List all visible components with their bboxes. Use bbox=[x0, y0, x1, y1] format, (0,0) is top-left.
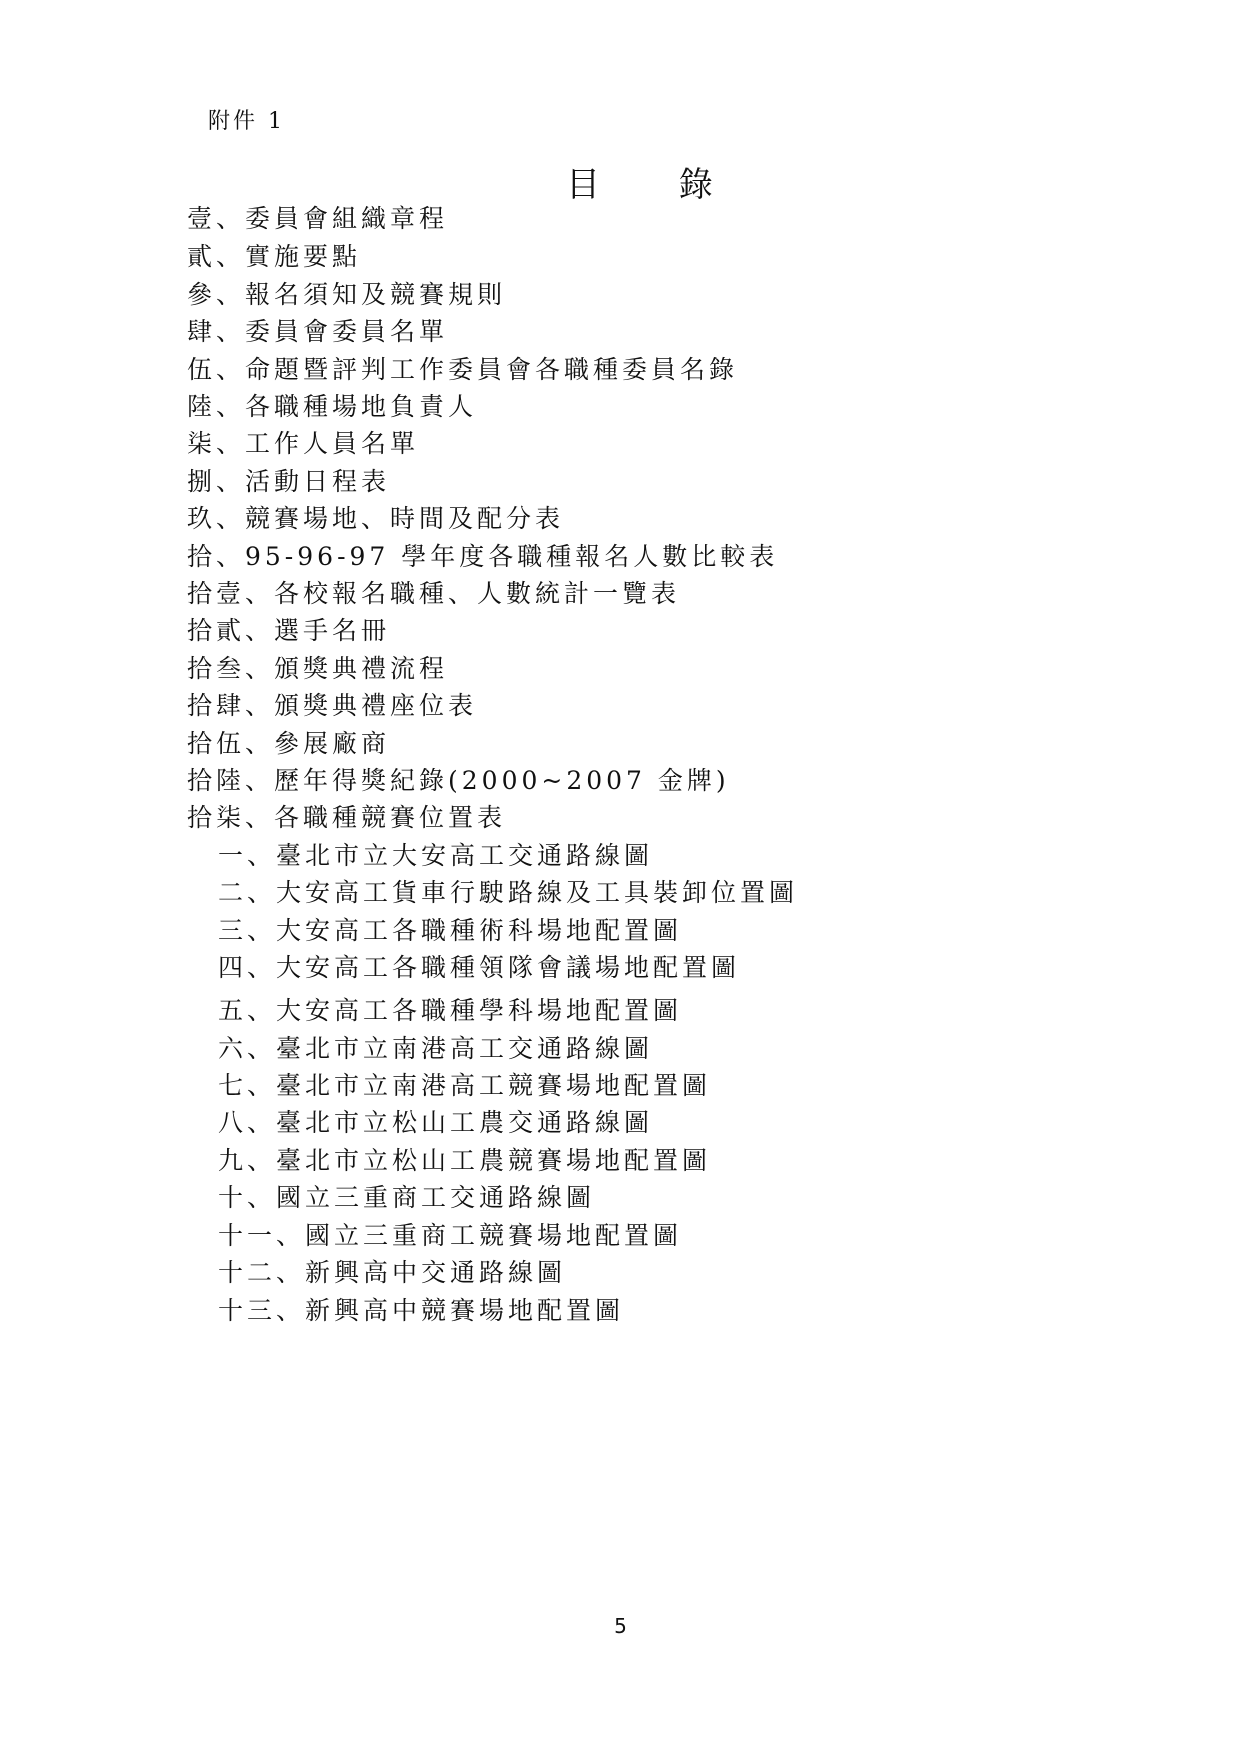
toc-subitem: 七、臺北市立南港高工競賽場地配置圖 bbox=[218, 1071, 712, 1100]
toc-subitem: 十、國立三重商工交通路線圖 bbox=[218, 1183, 596, 1212]
toc-item: 柒、工作人員名單 bbox=[187, 429, 420, 458]
annex-label: 附件 1 bbox=[208, 109, 285, 134]
toc-item: 玖、競賽場地、時間及配分表 bbox=[187, 504, 565, 533]
toc-subitem: 十一、國立三重商工競賽場地配置圖 bbox=[218, 1221, 683, 1250]
toc-item: 伍、命題暨評判工作委員會各職種委員名錄 bbox=[187, 355, 739, 384]
toc-item: 拾陸、歷年得獎紀錄(2000~2007 金牌) bbox=[187, 766, 730, 795]
toc-item: 參、報名須知及競賽規則 bbox=[187, 280, 507, 309]
toc-item: 拾伍、參展廠商 bbox=[187, 729, 391, 758]
toc-item: 拾叁、頒獎典禮流程 bbox=[187, 654, 449, 683]
toc-subitem: 一、臺北市立大安高工交通路線圖 bbox=[218, 841, 654, 870]
toc-item: 肆、委員會委員名單 bbox=[187, 317, 449, 346]
toc-item: 拾、95-96-97 學年度各職種報名人數比較表 bbox=[187, 542, 779, 571]
toc-subitem: 二、大安高工貨車行駛路線及工具裝卸位置圖 bbox=[218, 878, 799, 907]
toc-subitem: 九、臺北市立松山工農競賽場地配置圖 bbox=[218, 1146, 712, 1175]
toc-item: 拾壹、各校報名職種、人數統計一覽表 bbox=[187, 579, 681, 608]
toc-subitem: 八、臺北市立松山工農交通路線圖 bbox=[218, 1108, 654, 1137]
toc-item: 貳、實施要點 bbox=[187, 242, 362, 271]
page-number: 5 bbox=[614, 1614, 627, 1638]
toc-item: 陸、各職種場地負責人 bbox=[187, 392, 478, 421]
toc-item: 壹、委員會組織章程 bbox=[187, 204, 449, 233]
toc-subitem: 三、大安高工各職種術科場地配置圖 bbox=[218, 916, 683, 945]
toc-subitem: 十二、新興高中交通路線圖 bbox=[218, 1258, 567, 1287]
toc-item: 拾肆、頒獎典禮座位表 bbox=[187, 691, 478, 720]
toc-subitem: 五、大安高工各職種學科場地配置圖 bbox=[218, 996, 683, 1025]
toc-subitem: 六、臺北市立南港高工交通路線圖 bbox=[218, 1034, 654, 1063]
toc-item: 拾貳、選手名冊 bbox=[187, 616, 391, 645]
toc-subitem: 十三、新興高中競賽場地配置圖 bbox=[218, 1296, 625, 1325]
page-title: 目 錄 bbox=[566, 165, 747, 205]
toc-item: 拾柒、各職種競賽位置表 bbox=[187, 803, 507, 832]
toc-item: 捌、活動日程表 bbox=[187, 467, 391, 496]
toc-subitem: 四、大安高工各職種領隊會議場地配置圖 bbox=[218, 953, 741, 982]
